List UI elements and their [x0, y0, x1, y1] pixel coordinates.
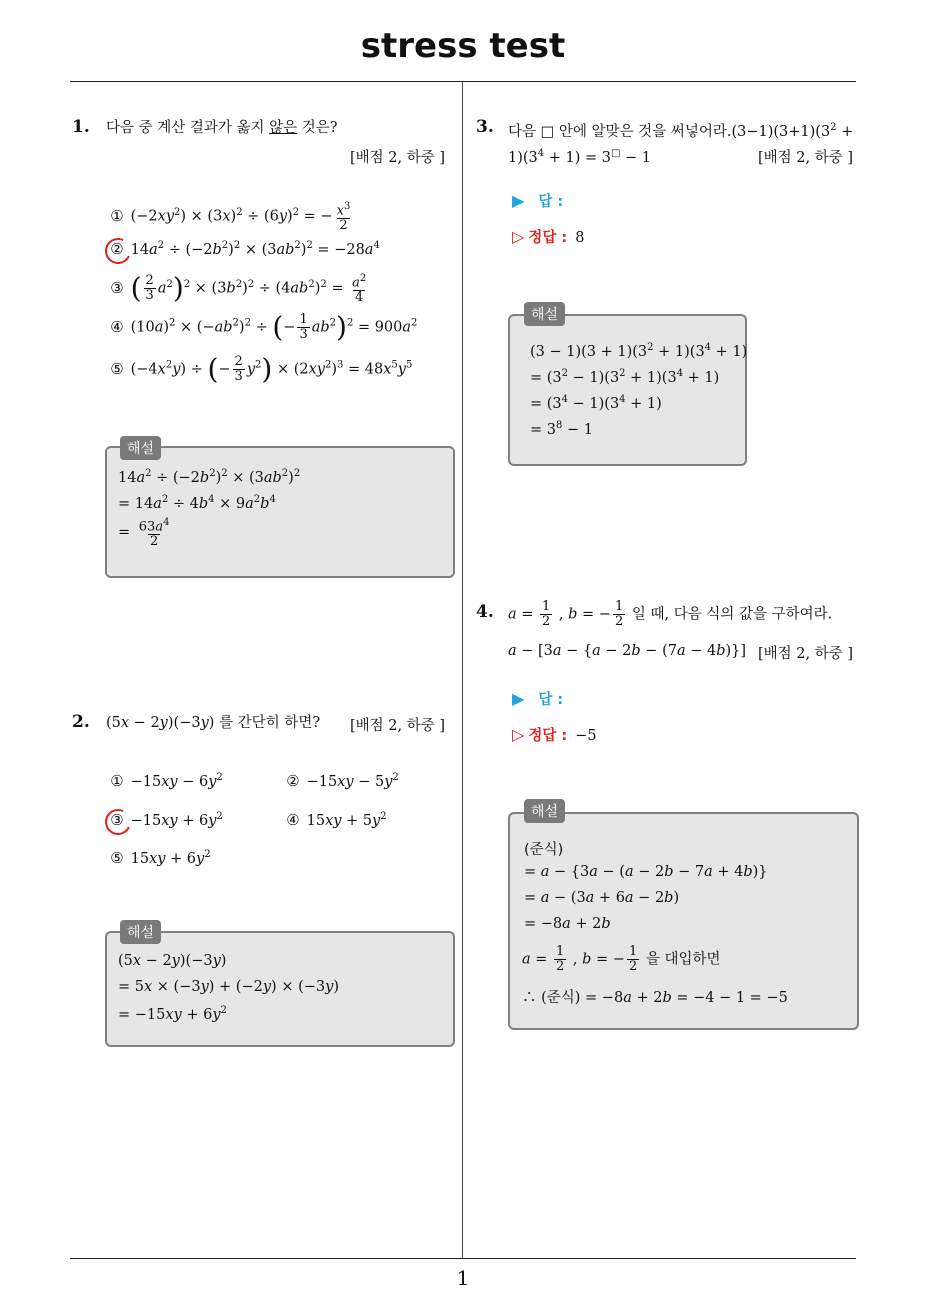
problem-4-solution-tag: 해설 — [524, 799, 565, 823]
problem-4-expression: a − [3a − {a − 2b − (7a − 4b)}] — [508, 643, 747, 659]
solution-line: ∴ (준식) = −8a + 2b = −4 − 1 = −5 — [522, 990, 788, 1006]
page-title: stress test — [360, 26, 566, 66]
solution-line: = $\frac{63a^4}{2}$ — [118, 517, 170, 550]
answer-arrow-icon: ▶ — [512, 191, 525, 210]
problem-2-option-3[interactable]: ③ $-15xy + 6y^2$ — [110, 811, 223, 829]
problem-3-correct-row: ▷ 정답 : 8 — [512, 227, 585, 246]
problem-3-text-line2: $1)(3^4 + 1) = 3^□ - 1$ — [508, 148, 652, 166]
solution-line: a = $\frac{1}{2}$ , b = − $\frac{1}{2}$ 을 대입하면 — [522, 944, 721, 974]
problem-3-solution-tag: 해설 — [524, 302, 565, 326]
problem-3-solution-box — [508, 314, 747, 466]
problem-4-number: 4. — [476, 602, 494, 622]
page-number: 1 — [456, 1266, 470, 1290]
problem-3-number: 3. — [476, 117, 494, 137]
problem-2-number: 2. — [72, 712, 90, 732]
problem-1-solution-box — [105, 446, 455, 578]
problem-1-option-3[interactable]: ③ ( $\frac{2}{3}$ $a^2)^2 \times (3b^2)^2 \div (4ab^2)^2$ = $\frac{a^2}{4}$ — [110, 271, 367, 306]
solution-line: (5x − 2y)(−3y) — [118, 953, 227, 969]
correct-arrow-icon: ▷ — [512, 725, 525, 744]
problem-2-meta: [배점 2, 하중 ] — [350, 718, 446, 734]
problem-3-text: 다음 □ 안에 알맞은 것을 써넣어라$.(3-1)(3+1)(3^2$ + — [508, 122, 854, 140]
problem-2-option-2[interactable]: ② $-15xy - 5y^2$ — [286, 772, 399, 790]
solution-line: = $14a^2 \div 4b^4 \times 9a^2b^4$ — [118, 494, 276, 512]
problem-4-correct-row: ▷ 정답 : −5 — [512, 725, 597, 744]
solution-line: $(3 - 1)(3 + 1)(3^2 + 1)(3^4 + 1)$ — [530, 342, 748, 360]
problem-2-option-1[interactable]: ① $-15xy - 6y^2$ — [110, 772, 223, 790]
solution-line: = a − {3a − (a − 2b − 7a + 4b)} — [524, 864, 768, 880]
bottom-rule — [70, 1258, 856, 1259]
problem-3-answer-row[interactable]: ▶ 답 : — [512, 191, 564, 210]
solution-line: = $(3^4 - 1)(3^4 + 1)$ — [530, 394, 662, 412]
problem-1-option-2[interactable]: ② $14a^2 \div (-2b^2)^2 \times (3ab^2)^2 = -28a^4$ — [110, 240, 380, 258]
solution-line: = $(3^2 - 1)(3^2 + 1)(3^4 + 1)$ — [530, 368, 720, 386]
problem-4-answer-row[interactable]: ▶ 답 : — [512, 689, 564, 708]
solution-line: = $3^8 - 1$ — [530, 420, 593, 438]
problem-1-text: 다음 중 계산 결과가 옳지 않은 것은? — [106, 120, 338, 136]
problem-2-option-5[interactable]: ⑤ $15xy + 6y^2$ — [110, 849, 211, 867]
problem-1-option-1[interactable]: ① $(-2xy^2) \times (3x)^2 \div (6y)^2$ = − $\frac{x^3}{2}$ — [110, 201, 351, 234]
correct-arrow-icon: ▷ — [512, 227, 525, 246]
problem-2-solution-tag: 해설 — [120, 920, 161, 944]
answer-arrow-icon: ▶ — [512, 689, 525, 708]
column-divider — [462, 82, 463, 1258]
problem-4-text: a = $\frac{1}{2}$ , b = − $\frac{1}{2}$ 일 때, 다음 식의 값을 구하여라. — [508, 599, 833, 629]
top-rule — [70, 81, 856, 82]
problem-1-meta: [배점 2, 하중 ] — [350, 150, 446, 166]
problem-1-option-5[interactable]: ⑤ $(-4x^2y)$ ÷ (− $\frac{2}{3}$ $y^2) \times (2xy^2)^3 = 48x^5y^5$ — [110, 352, 413, 386]
problem-1-number: 1. — [72, 117, 90, 137]
problem-3-meta: [배점 2, 하중 ] — [758, 150, 854, 166]
solution-line: $14a^2 \div (-2b^2)^2 \times (3ab^2)^2$ — [118, 468, 301, 486]
problem-1-solution-tag: 해설 — [120, 436, 161, 460]
solution-line: (준식) — [524, 842, 564, 858]
problem-1-option-4[interactable]: ④ $(10a)^2 \times (-ab^2)^2$ ÷ (− $\frac{1}{3}$ $ab^2)^2 = 900a^2$ — [110, 310, 418, 344]
solution-line: = a − (3a + 6a − 2b) — [524, 890, 680, 906]
problem-4-meta: [배점 2, 하중 ] — [758, 646, 854, 662]
problem-2-text: (5x − 2y)(−3y) 를 간단히 하면? — [106, 715, 321, 731]
problem-2-option-4[interactable]: ④ $15xy + 5y^2$ — [286, 811, 387, 829]
solution-line: = 5x × (−3y) + (−2y) × (−3y) — [118, 979, 339, 995]
solution-line: = $-15xy + 6y^2$ — [118, 1005, 227, 1023]
solution-line: = −8a + 2b — [524, 916, 611, 932]
